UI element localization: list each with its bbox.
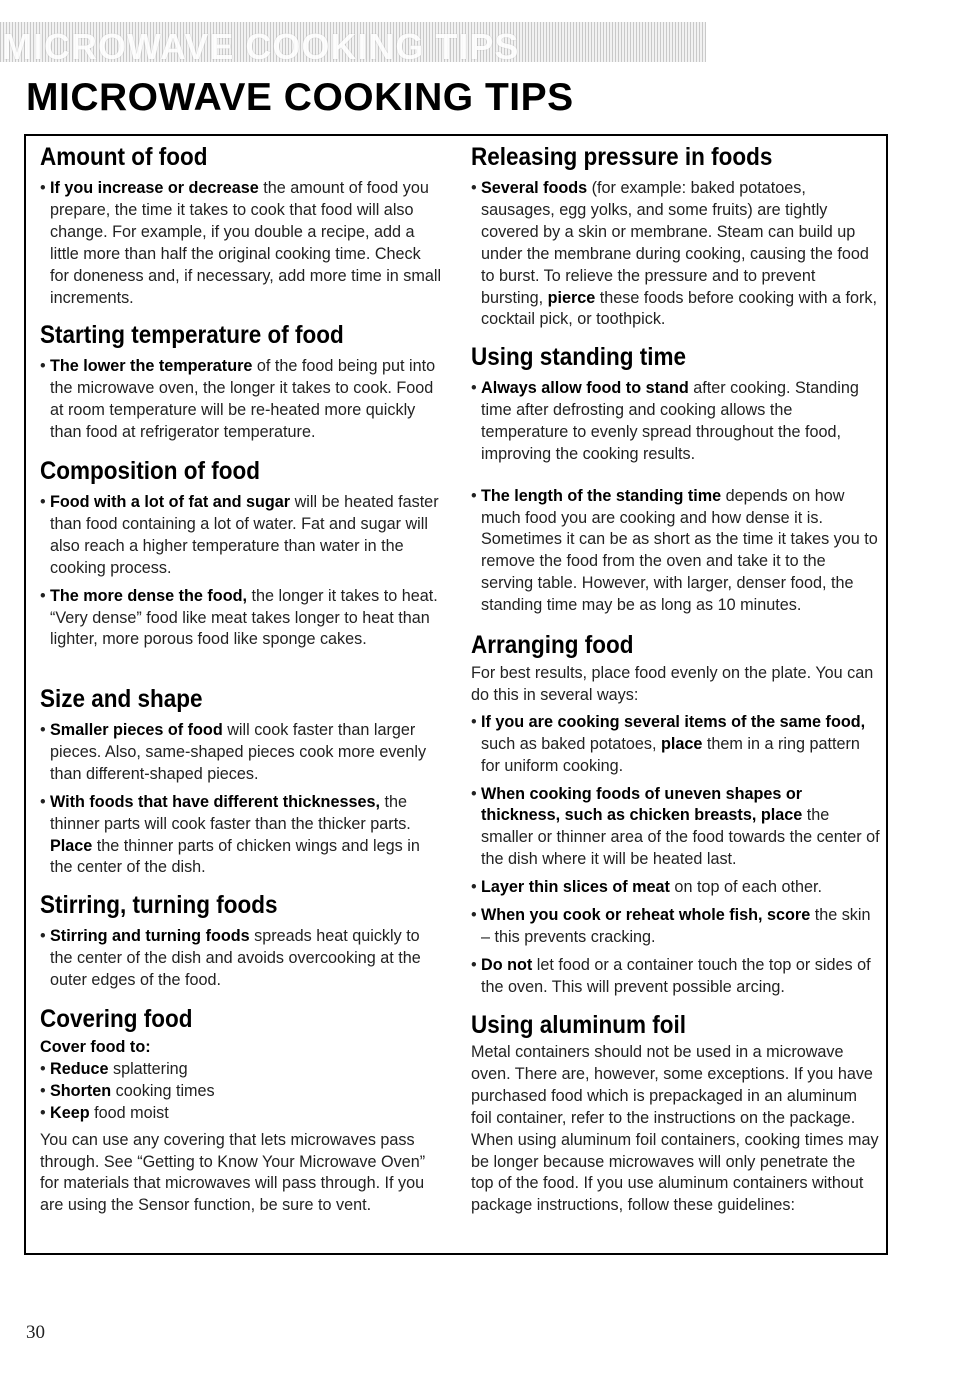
list-item: • Several foods (for example: baked potatoes, sausages, egg yolks, and some fruits) are tightly covered by a skin or membrane. Steam can build up under the membrane during cooking, causing the food to burst. To relieve the pressure and to prevent bursting, pierce these foods before cooking with a fork, cocktail pick, or toothpick. xyxy=(471,179,877,329)
section-composition-of-food xyxy=(40,456,444,651)
bullet-icon: • xyxy=(40,1103,46,1122)
covering-paragraph: You can use any covering that lets microwaves pass through. See “Getting to Know Your Microwave Oven” for materials that microwaves will pass through. If you are using the Sensor function, be sure to vent. xyxy=(40,1130,426,1215)
bullet-icon: • xyxy=(471,878,477,897)
section-starting-temperature xyxy=(40,320,444,444)
section-heading: Using standing time xyxy=(471,343,687,371)
section-heading: Releasing pressure in foods xyxy=(471,143,773,171)
foil-paragraph: Metal containers should not be used in a microwave oven. There are, however, some exceptions. If you have purchased food which is prepackaged in an aluminum foil container, refer to the instructions on the package. When using aluminum foil containers, cooking times may be longer because microwaves will only penetrate the top of the food. If you use aluminum containers without package instructions, follow these guidelines: xyxy=(471,1043,879,1215)
section-heading: Composition of food xyxy=(40,457,260,485)
bullet-icon: • xyxy=(40,721,46,739)
section-stirring-turning-foods xyxy=(40,890,444,992)
section-using-aluminum-foil xyxy=(471,1010,881,1217)
bullet-icon: • xyxy=(471,955,477,974)
section-heading: Using aluminum foil xyxy=(471,1011,687,1039)
list-item: • When you cook or reheat whole fish, score the skin – this prevents cracking. xyxy=(471,906,871,946)
list-item: • With foods that have different thicknesses, the thinner parts will cook faster than the thicker parts. Place the thinner parts of chicken wings and legs in the center of the dish. xyxy=(40,792,420,877)
bullet-icon: • xyxy=(40,357,46,375)
bullet-icon: • xyxy=(40,493,46,511)
section-arranging-food xyxy=(471,630,881,999)
list-item: • The length of the standing time depends on how much food you are cooking and how dense it is. Sometimes it can be as short as the time it takes you to remove the food from the oven and take it to the serving table. However, with larger, denser food, the standing time may be as long as 10 minutes. xyxy=(471,486,878,615)
page-title: MICROWAVE COOKING TIPS xyxy=(26,76,574,119)
section-heading: Arranging food xyxy=(471,631,634,659)
page-number: 30 xyxy=(26,1322,45,1343)
list-item: • Food with a lot of fat and sugar will be heated faster than food containing a lot of water. Fat and sugar will also reach a higher temperature than water in the cooking process. xyxy=(40,493,439,577)
section-banner xyxy=(0,22,706,62)
section-heading: Covering food xyxy=(40,1005,193,1033)
bullet-icon: • xyxy=(40,179,46,197)
arranging-intro: For best results, place food evenly on the plate. You can do this in several ways: xyxy=(471,664,874,704)
bullet-icon: • xyxy=(40,1059,46,1078)
bullet-icon: • xyxy=(471,379,477,397)
section-heading: Amount of food xyxy=(40,143,208,171)
bullet-icon: • xyxy=(40,586,46,605)
section-releasing-pressure xyxy=(471,142,881,331)
bullet-icon: • xyxy=(471,486,477,505)
section-size-and-shape xyxy=(40,684,444,879)
list-item: • Always allow food to stand after cooking. Standing time after defrosting and cooking allows the temperature to evenly spread throughout the food, improving the cooking results. xyxy=(471,379,859,463)
list-item: • Stirring and turning foods spreads heat quickly to the center of the dish and avoids overcooking at the outer edges of the food. xyxy=(40,927,421,989)
list-item: • Keep food moist xyxy=(40,1103,444,1125)
bullet-icon: • xyxy=(471,906,477,925)
bullet-icon: • xyxy=(471,712,477,731)
section-heading: Starting temperature of food xyxy=(40,321,344,349)
list-item: • The lower the temperature of the food being put into the microwave oven, the longer it takes to cook. Food at room temperature will be re-heated more quickly than food at refrigerator temperature. xyxy=(40,357,436,441)
list-item: • Smaller pieces of food will cook faster than larger pieces. Also, same-shaped pieces cook more evenly than different-shaped pieces. xyxy=(40,721,427,783)
section-heading: Stirring, turning foods xyxy=(40,891,278,919)
bullet-icon: • xyxy=(40,792,46,811)
bullet-icon: • xyxy=(471,784,477,803)
bullet-icon: • xyxy=(40,1081,46,1100)
covering-intro: Cover food to: xyxy=(40,1038,151,1056)
list-item: • If you increase or decrease the amount of food you prepare, the time it takes to cook that food will also change. For example, if you double a recipe, add a little more than half the original cooking time. Check for doneness and, if necessary, add more time in small increments. xyxy=(40,179,442,307)
section-amount-of-food xyxy=(40,142,444,309)
list-item: • Layer thin slices of meat on top of each other. xyxy=(471,877,881,899)
list-item: • Shorten cooking times xyxy=(40,1081,444,1103)
list-item: • If you are cooking several items of the same food, such as baked potatoes, place them in a ring pattern for uniform cooking. xyxy=(471,712,866,775)
section-covering-food xyxy=(40,1004,444,1217)
bullet-icon: • xyxy=(40,927,46,945)
bullet-icon: • xyxy=(471,179,477,197)
section-using-standing-time xyxy=(471,342,881,617)
list-item: • Do not let food or a container touch the top or sides of the oven. This will prevent possible arcing. xyxy=(471,955,871,996)
section-heading: Size and shape xyxy=(40,685,203,713)
list-item: • When cooking foods of uneven shapes or thickness, such as chicken breasts, place the smaller or thinner area of the food towards the center of the dish where it will be heated last. xyxy=(471,784,880,869)
banner-text: MICROWAVE COOKING TIPS xyxy=(2,26,520,62)
list-item: • The more dense the food, the longer it takes to heat. “Very dense” food like meat takes longer to heat than lighter, more porous food like sponge cakes. xyxy=(40,586,438,649)
list-item: • Reduce splattering xyxy=(40,1059,444,1081)
